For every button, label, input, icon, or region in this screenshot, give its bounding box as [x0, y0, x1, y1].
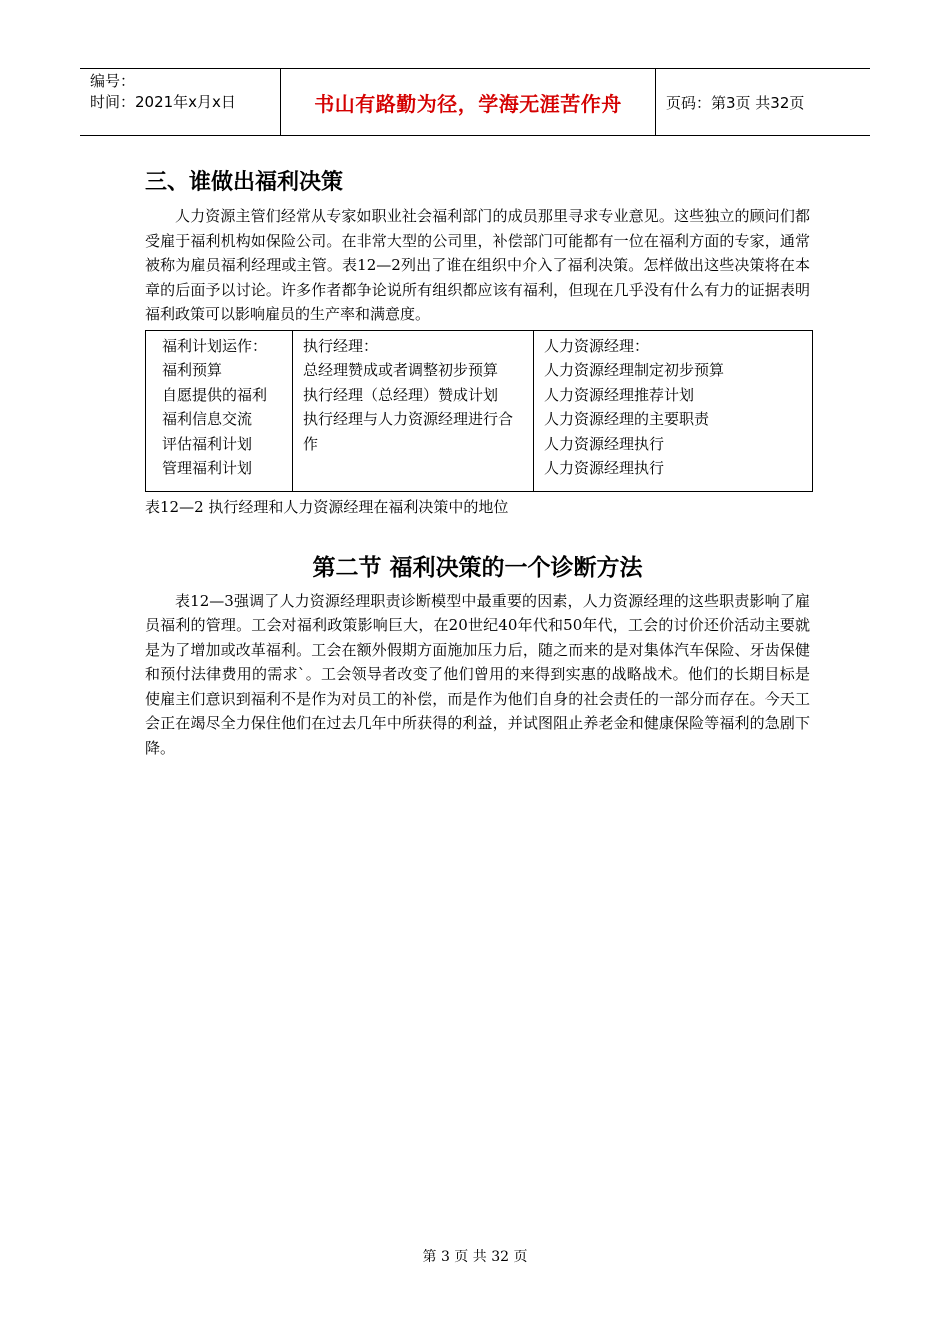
table-cell-hr-manager [534, 330, 813, 491]
benefit-decision-table [145, 330, 813, 492]
header-meta [80, 69, 281, 135]
section-paragraph: 人力资源主管们经常从专家如职业社会福利部门的成员那里寻求专业意见。这些独立的顾问们都受雇于福利机构如保险公司。在非常大型的公司里，补偿部门可能都有一位在福利方面的专家，通常被称为雇员福利经理或主管。表12—2列出了谁在组织中介入了福利决策。怎样做出这些决策将在本章的后面予以讨论。许多作者都争论说所有组织都应该有福利，但现在几乎没有什么有力的证据表明福利政策可以影响雇员的生产率和满意度。 [145, 207, 810, 323]
table-cell-line: 人力资源经理： [544, 336, 650, 355]
table-cell-line: 人力资源经理执行 [544, 434, 665, 453]
table-cell-line: 福利信息交流 [162, 410, 253, 428]
header-motto: 书山有路勤为径，学海无涯苦作舟 [281, 69, 656, 135]
document-date-label: 时间：2021年x月x日 [90, 93, 236, 111]
section-title: 三、谁做出福利决策 [145, 170, 344, 195]
page-content [145, 168, 810, 760]
table-cell-line: 执行经理与人力资源经理进行合作 [303, 410, 514, 453]
table-cell-benefit-operations [146, 330, 293, 491]
table-cell-line: 评估福利计划 [162, 434, 253, 453]
table-cell-executive-manager [293, 330, 534, 491]
table-caption: 表12—2 执行经理和人力资源经理在福利决策中的地位 [145, 497, 509, 516]
table-cell-line: 人力资源经理执行 [544, 459, 665, 477]
table-cell-line: 执行经理： [303, 336, 379, 355]
table-cell-line: 自愿提供的福利 [162, 385, 268, 404]
table-row [146, 330, 813, 491]
table-cell-line: 执行经理（总经理）赞成计划 [303, 385, 499, 404]
table-cell-line: 总经理赞成或者调整初步预算 [303, 361, 499, 379]
table-cell-line: 人力资源经理的主要职责 [544, 410, 710, 428]
table-cell-line: 福利预算 [162, 361, 223, 379]
document-number-label: 编号： [90, 72, 136, 90]
table-cell-line: 人力资源经理制定初步预算 [544, 361, 725, 379]
section-paragraph: 表12—3强调了人力资源经理职责诊断模型中最重要的因素，人力资源经理的这些职责影响了雇员福利的管理。工会对福利政策影响巨大，在20世纪40年代和50年代，工会的讨价还价活动主要就是为了增加或改革福利。工会在额外假期方面施加压力后，随之而来的是对集体汽车保险、牙齿保健和预付法律费用的需求`。工会领导者改变了他们曾用的来得到实惠的战略战术。他们的长期目标是使雇主们意识到福利不是作为对员工的补偿，而是作为他们自身的社会责任的一部分而存在。今天工会正在竭尽全力保住他们在过去几年中所获得的利益，并试图阻止养老金和健康保险等福利的急剧下降。 [145, 591, 810, 757]
table-cell-line: 管理福利计划 [162, 459, 253, 477]
table-cell-line: 人力资源经理推荐计划 [544, 385, 695, 404]
table-cell-line: 福利计划运作： [162, 336, 268, 355]
page-footer: 第 3 页 共 32 页 [422, 1249, 528, 1265]
page-header [80, 68, 870, 136]
chapter-section-title: 第二节 福利决策的一个诊断方法 [312, 554, 643, 581]
header-page-number: 页码：第3页 共32页 [666, 93, 805, 112]
